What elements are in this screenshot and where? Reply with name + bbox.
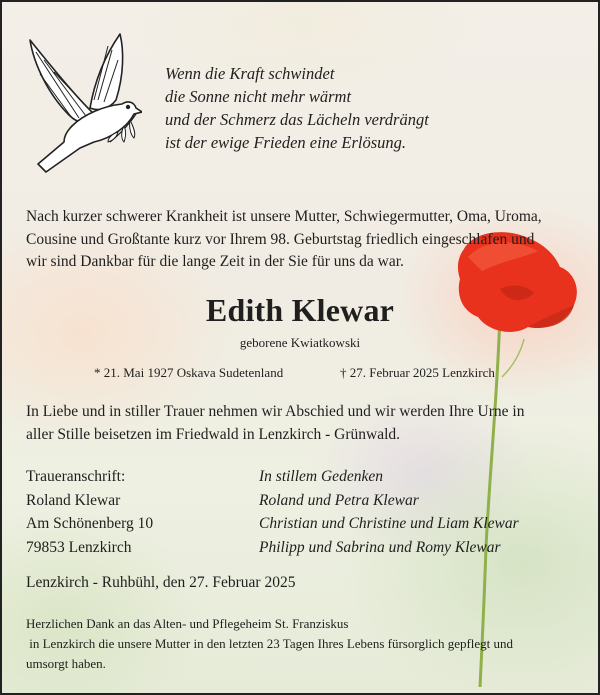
address-line: Roland Klewar: [26, 491, 121, 509]
thanks-line: umsorgt haben.: [26, 656, 106, 671]
poem-line: ist der ewige Frieden eine Erlösung.: [165, 133, 407, 152]
poem-line: Wenn die Kraft schwindet: [165, 64, 335, 83]
intro-text: [26, 206, 576, 274]
poem: [165, 62, 429, 154]
birth-info: * 21. Mai 1927 Oskava Sudetenland: [94, 365, 284, 380]
farewell-text: [26, 400, 576, 446]
poem-line: die Sonne nicht mehr wärmt: [165, 87, 352, 106]
mourners-list: [259, 465, 519, 559]
mourners-line: Christian und Christine und Liam Klewar: [259, 515, 519, 532]
intro-line: Nach kurzer schwerer Krankheit ist unsere Mutter, Schwiegermutter, Oma, Uroma,: [26, 208, 542, 225]
mourners-line: Roland und Petra Klewar: [259, 491, 419, 509]
deceased-name: Edith Klewar: [205, 292, 395, 328]
intro-line: Cousine und Großtante kurz vor Ihrem 98. Geburtstag friedlich eingeschlafen und: [26, 230, 535, 248]
mourners-line: Philipp und Sabrina und Romy Klewar: [259, 538, 501, 556]
address-line: Traueranschrift:: [26, 468, 126, 485]
mourning-address: [26, 465, 153, 559]
death-info: † 27. Februar 2025 Lenzkirch: [340, 365, 495, 380]
thanks-line: in Lenzkirch die unsere Mutter in den letzten 23 Tagen Ihres Lebens fürsorglich gepflegt und: [26, 636, 514, 651]
maiden-name: geborene Kwiatkowski: [239, 335, 361, 350]
mourners-line: In stillem Gedenken: [259, 468, 383, 485]
place-and-date: Lenzkirch - Ruhbühl, den 27. Februar 2025: [26, 574, 296, 591]
farewell-line: In Liebe und in stiller Trauer nehmen wir Abschied und wir werden Ihre Urne in: [26, 403, 525, 420]
thanks-line: Herzlichen Dank an das Alten- und Pflegeheim St. Franziskus: [26, 616, 349, 631]
address-line: 79853 Lenzkirch: [26, 538, 132, 556]
dove-icon: [24, 30, 142, 180]
address-line: Am Schönenberg 10: [26, 515, 154, 532]
thanks-text: [26, 614, 513, 674]
intro-line: wir sind Dankbar für die lange Zeit in der Sie für uns da war.: [26, 253, 404, 270]
poem-line: und der Schmerz das Lächeln verdrängt: [165, 110, 429, 129]
farewell-line: aller Stille beisetzen im Friedwald in Lenzkirch - Grünwald.: [26, 426, 401, 443]
